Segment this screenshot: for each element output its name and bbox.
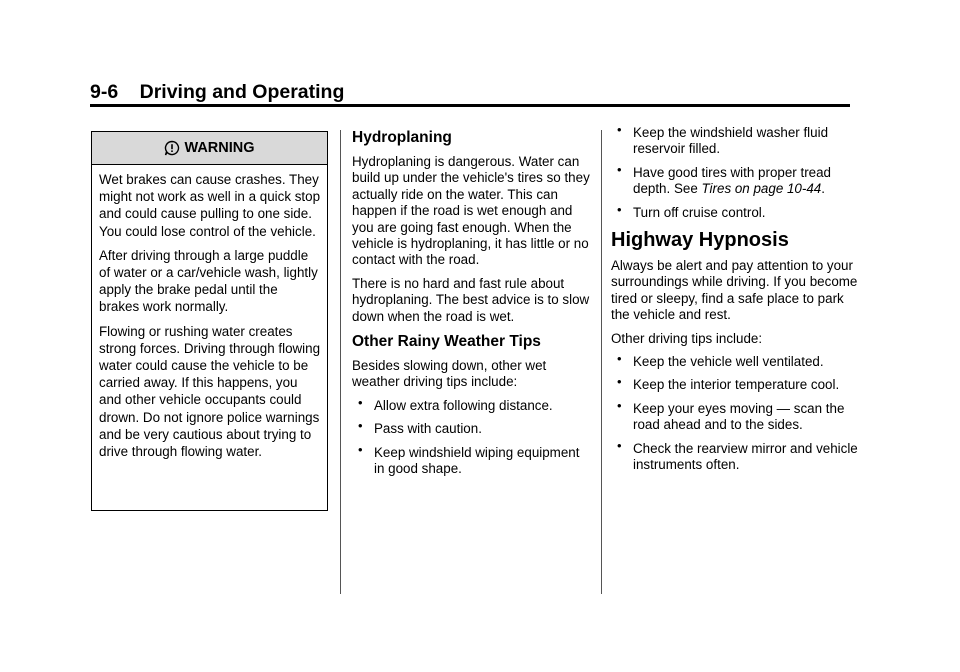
highway-hypnosis-paragraph: Other driving tips include: [611, 330, 763, 346]
list-item-tires [611, 165, 861, 198]
hydroplaning-paragraph: Hydroplaning is dangerous. Water can build up under the vehicle's tires so they actually ride on the water. This can happen if the road is wet enough and you are going fast enough. When the vehicle is hydroplaning, it has little or no contact with the road. [352, 154, 590, 268]
hydroplaning-heading: Hydroplaning [352, 129, 452, 146]
column-middle [352, 128, 592, 485]
list-item: • Keep the windshield washer fluid reservoir filled. [611, 125, 861, 158]
list-item: • Check the rearview mirror and vehicle instruments often. [611, 441, 861, 474]
column-divider-left [340, 130, 341, 594]
rainy-tips-intro: Besides slowing down, other wet weather driving tips include: [352, 358, 547, 390]
page-header [90, 80, 850, 107]
warning-box [91, 131, 328, 511]
section-title: Driving and Operating [139, 81, 345, 103]
warning-title: WARNING [184, 140, 255, 156]
warning-icon [164, 140, 180, 156]
list-item: • Keep the vehicle well ventilated. [611, 354, 861, 370]
warning-paragraph: Wet brakes can cause crashes. They might not work as well in a quick stop and could cause pulling to one side. You could lose control of the vehicle. [99, 172, 321, 239]
highway-tips-list [611, 354, 861, 473]
list-item: • Turn off cruise control. [611, 205, 861, 221]
list-item: • Keep the interior temperature cool. [611, 377, 861, 393]
list-item: • Pass with caution. [352, 421, 592, 437]
list-item: • Keep windshield wiping equipment in good shape. [352, 445, 592, 478]
warning-header [92, 132, 327, 165]
hydroplaning-paragraph: There is no hard and fast rule about hydroplaning. The best advice is to slow down when the road is wet. [352, 275, 590, 324]
list-item: • Keep your eyes moving — scan the road ahead and to the sides. [611, 401, 861, 434]
warning-paragraph: Flowing or rushing water creates strong forces. Driving through flowing water could cause the vehicle to be carried away. If this happens, you and other vehicle occupants could drown. Do not ignore police warnings and be very cautious about trying to drive through flowing water. [99, 323, 321, 460]
rainy-tips-heading: Other Rainy Weather Tips [352, 333, 541, 351]
rainy-tips-list [352, 398, 592, 478]
warning-body [92, 165, 327, 460]
warning-paragraph: After driving through a large puddle of water or a car/vehicle wash, lightly apply the brake pedal until the brakes work normally. [99, 247, 318, 315]
column-divider-right [601, 130, 602, 594]
highway-hypnosis-paragraph: Always be alert and pay attention to your surroundings while driving. If you become tired or sleepy, find a safe place to park the vehicle and rest. [611, 258, 858, 323]
tires-text: Have good tires with proper tread depth. See [633, 164, 831, 197]
list-item: • Allow extra following distance. [352, 398, 592, 414]
highway-hypnosis-heading: Highway Hypnosis [611, 229, 789, 252]
rainy-tips-list-continued [611, 125, 861, 221]
tires-end: . [821, 181, 825, 197]
tires-page-link[interactable]: Tires on page 10-44 [701, 181, 822, 197]
column-right [611, 125, 861, 481]
section-number: 9-6 [90, 81, 119, 103]
